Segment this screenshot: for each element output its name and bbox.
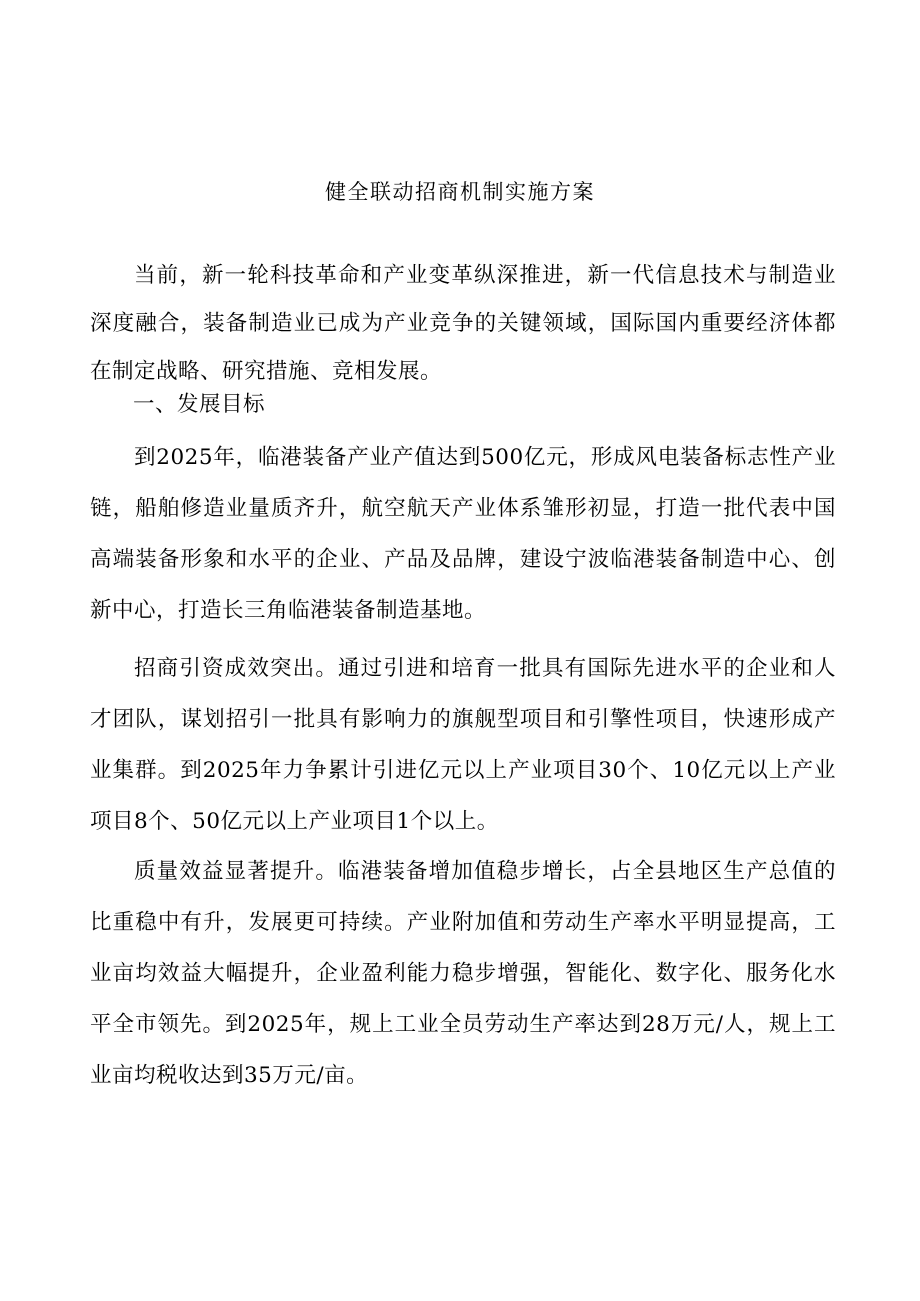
section-paragraph-goals: 到2025年，临港装备产业产值达到500亿元，形成风电装备标志性产业链，船舶修造业量质齐升，航空航天产业体系雏形初显，打造一批代表中国高端装备形象和水平的企业、产品及品牌，建设宁波临港装备制造中心、创新中心，打造长三角临港装备制造基地。 [90,445,836,623]
intro-paragraph: 当前，新一轮科技革命和产业变革纵深推进，新一代信息技术与制造业深度融合，装备制造业已成为产业竞争的关键领域，国际国内重要经济体都在制定战略、研究措施、竞相发展。 [90,263,836,384]
section-paragraph-quality: 质量效益显著提升。临港装备增加值稳步增长，占全县地区生产总值的比重稳中有升，发展更可持续。产业附加值和劳动生产率水平明显提高，工业亩均效益大幅提升，企业盈利能力稳步增强，智能化、数字化、服务化水平全市领先。到2025年，规上工业全员劳动生产率达到28万元/人，规上工业亩均税收达到35万元/亩。 [90,859,836,1088]
section-paragraph-investment: 招商引资成效突出。通过引进和培育一批具有国际先进水平的企业和人才团队，谋划招引一批具有影响力的旗舰型项目和引擎性项目，快速形成产业集群。到2025年力争累计引进亿元以上产业项目30个、10亿元以上产业项目8个、50亿元以上产业项目1个以上。 [90,656,836,834]
document-title: 健全联动招商机制实施方案 [325,180,595,204]
section-heading: 一、发展目标 [133,392,266,417]
